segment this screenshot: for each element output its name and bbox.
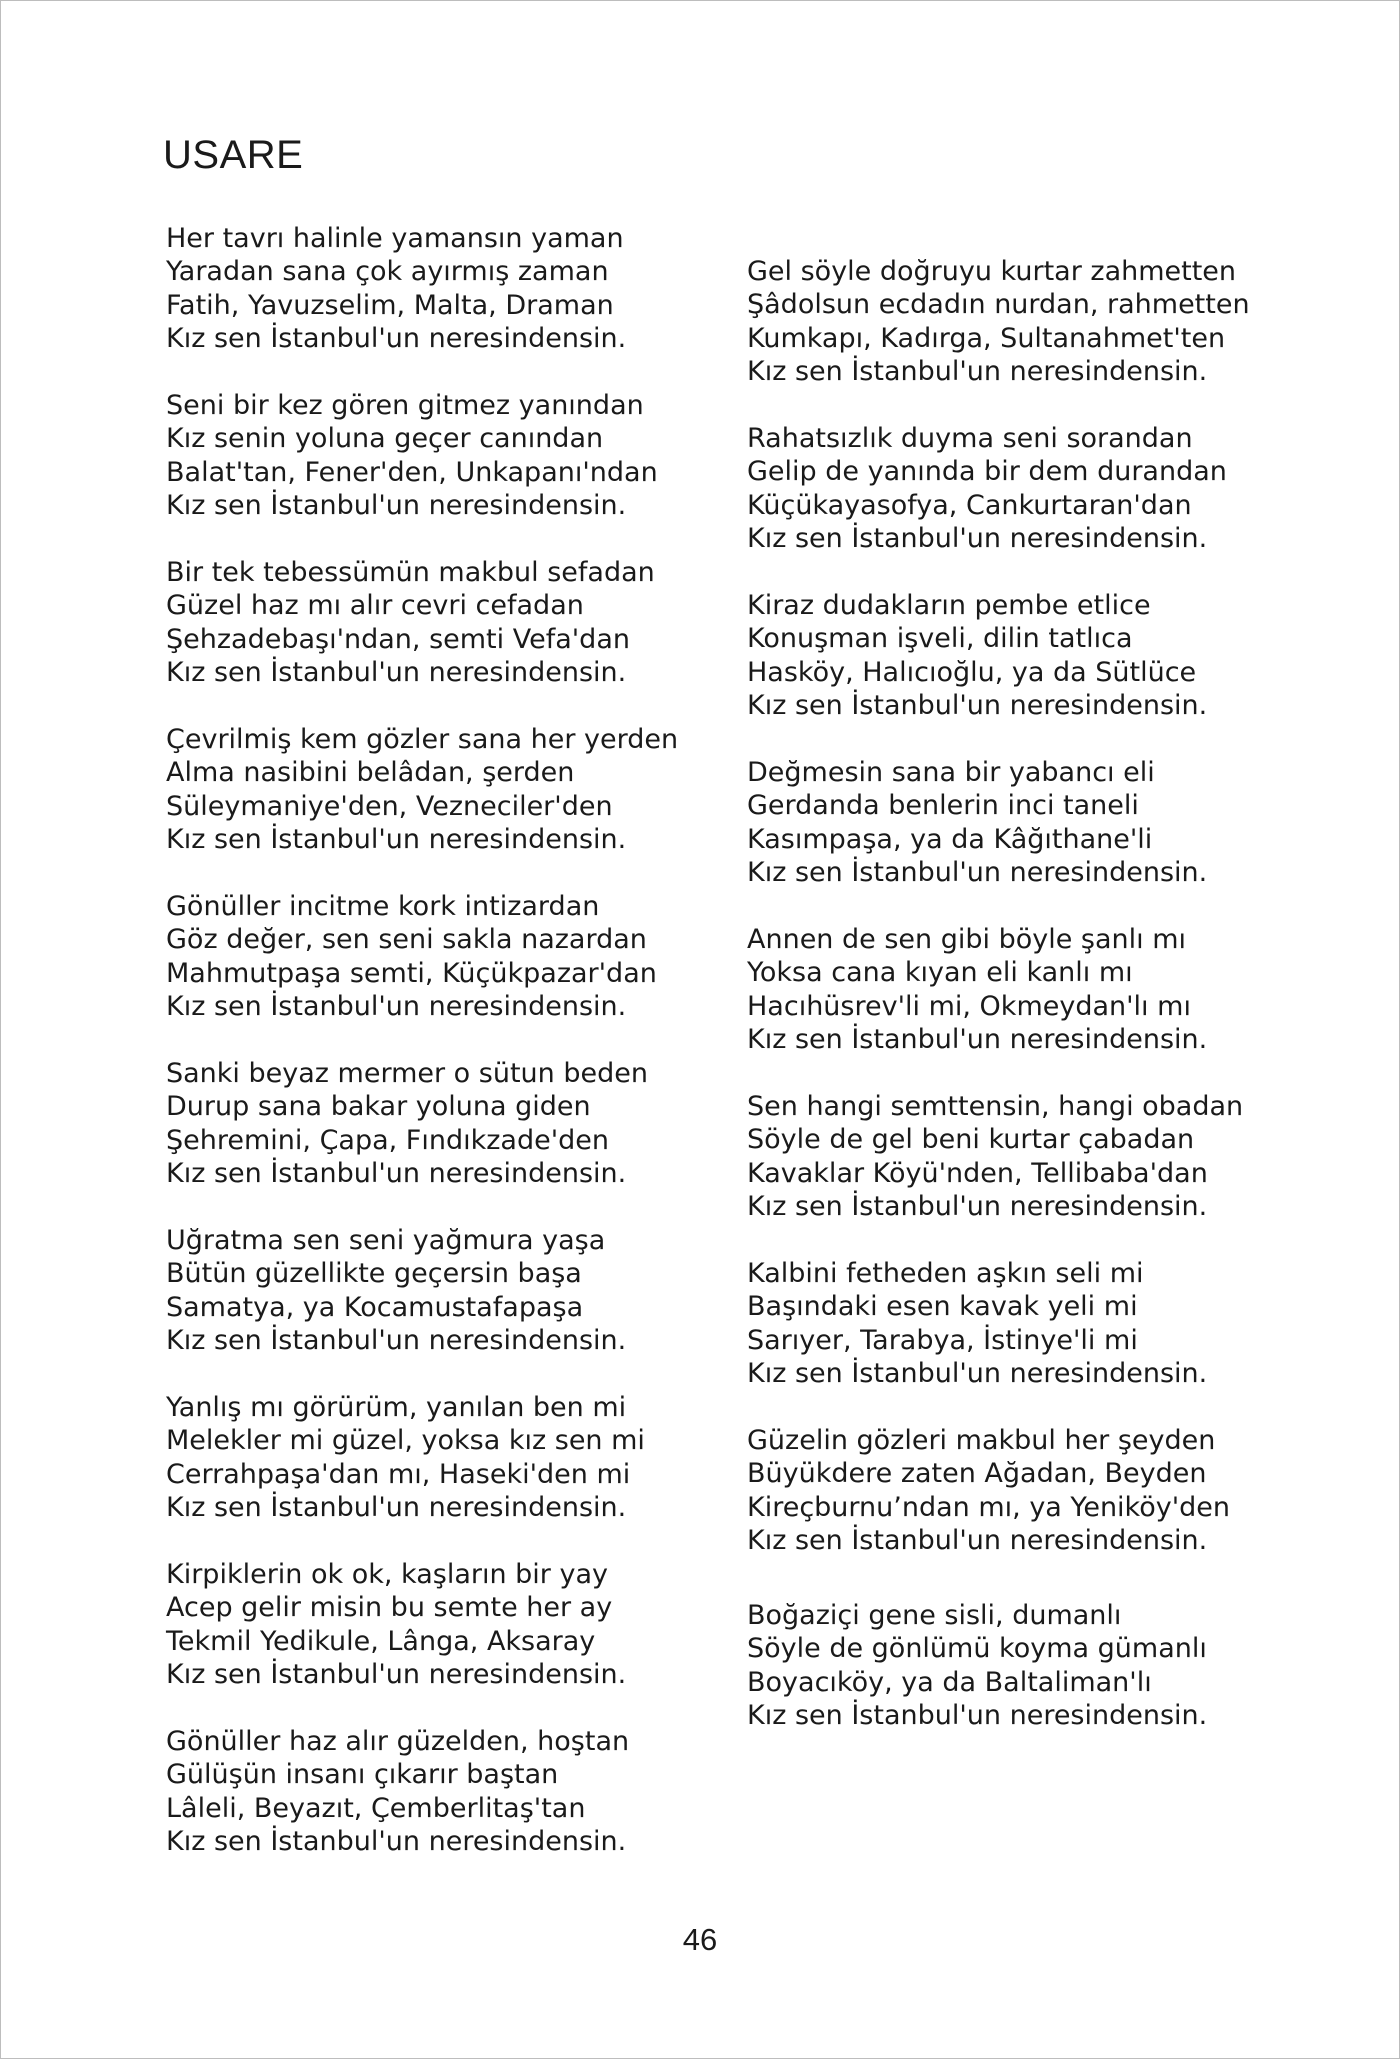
poem-line: Kız senin yoluna geçer canından <box>166 423 604 455</box>
poem-line: Şâdolsun ecdadın nurdan, rahmetten <box>747 289 1250 321</box>
poem-line: Yoksa cana kıyan eli kanlı mı <box>747 957 1133 989</box>
poem-line: Melekler mi güzel, yoksa kız sen mi <box>166 1425 645 1457</box>
poem-line: Kız sen İstanbul'un neresindensin. <box>747 1024 1208 1056</box>
poem-line: Kız sen İstanbul'un neresindensin. <box>747 857 1208 889</box>
poem-line: Kız sen İstanbul'un neresindensin. <box>747 1358 1208 1390</box>
poem-line: Uğratma sen seni yağmura yaşa <box>166 1225 606 1256</box>
poem-line: Kumkapı, Kadırga, Sultanahmet'ten <box>747 322 1226 354</box>
poem-stanza <box>747 1599 1307 1774</box>
poem-line: Balat'tan, Fener'den, Unkapanı'ndan <box>166 456 658 488</box>
poem-line: Kız sen İstanbul'un neresindensin. <box>166 1826 627 1858</box>
poem-line: Seni bir kez gören gitmez yanından <box>166 390 644 421</box>
poem-line: Kız sen İstanbul'un neresindensin. <box>166 991 627 1023</box>
poem-line: Yaradan sana çok ayırmış zaman <box>166 256 609 288</box>
poem-line: Hasköy, Halıcıoğlu, ya da Sütlüce <box>747 656 1197 688</box>
poem-line: Kız sen İstanbul'un neresindensin. <box>166 824 627 856</box>
poem-line: Kız sen İstanbul'un neresindensin. <box>747 1191 1208 1223</box>
poem-line: Şehzadebaşı'ndan, semti Vefa'dan <box>166 623 630 655</box>
poem-line: Lâleli, Beyazıt, Çemberlitaş'tan <box>166 1792 586 1824</box>
poem-stanza <box>166 1057 726 1224</box>
poem-line: Acep gelir misin bu semte her ay <box>166 1592 613 1624</box>
poem-line: Kız sen İstanbul'un neresindensin. <box>166 1325 627 1357</box>
poem-line: Kız sen İstanbul'un neresindensin. <box>747 523 1208 555</box>
poem-stanza <box>747 923 1307 1090</box>
poem-stanza <box>166 890 726 1057</box>
poem-stanza <box>166 1725 726 1892</box>
poem-line: Boyacıköy, ya da Baltaliman'lı <box>747 1666 1152 1698</box>
poem-line: Kız sen İstanbul'un neresindensin. <box>747 356 1208 388</box>
poem-line: Değmesin sana bir yabancı eli <box>747 757 1155 788</box>
poem-line: Boğaziçi gene sisli, dumanlı <box>747 1600 1122 1631</box>
poem-line: Süleymaniye'den, Vezneciler'den <box>166 790 613 822</box>
poem-line: Sanki beyaz mermer o sütun beden <box>166 1058 648 1089</box>
poem-line: Kalbini fetheden aşkın seli mi <box>747 1258 1144 1289</box>
poem-line: Büyükdere zaten Ağadan, Beyden <box>747 1458 1207 1490</box>
poem-line: Bütün güzellikte geçersin başa <box>166 1258 582 1290</box>
poem-line: Hacıhüsrev'li mi, Okmeydan'lı mı <box>747 990 1191 1022</box>
poem-line: Durup sana bakar yoluna giden <box>166 1091 591 1123</box>
poem-line: Kız sen İstanbul'un neresindensin. <box>747 690 1208 722</box>
poem-line: Kız sen İstanbul'un neresindensin. <box>166 490 627 522</box>
page-title: USARE <box>163 132 304 177</box>
poem-stanza <box>166 222 726 389</box>
poem-line: Her tavrı halinle yamansın yaman <box>166 223 624 254</box>
poem-line: Alma nasibini belâdan, şerden <box>166 757 575 789</box>
poem-line: Kavaklar Köyü'nden, Tellibaba'dan <box>747 1157 1208 1189</box>
poem-line: Başındaki esen kavak yeli mi <box>747 1291 1138 1323</box>
poem-line: Göz değer, sen seni sakla nazardan <box>166 924 647 956</box>
poem-line: Küçükayasofya, Cankurtaran'dan <box>747 489 1192 521</box>
poem-stanza <box>747 422 1307 589</box>
poem-line: Annen de sen gibi böyle şanlı mı <box>747 924 1187 955</box>
poem-stanza <box>166 1391 726 1558</box>
poem-line: Şehremini, Çapa, Fındıkzade'den <box>166 1124 609 1156</box>
poem-line: Yanlış mı görürüm, yanılan ben mi <box>166 1392 627 1423</box>
poem-line: Söyle de gel beni kurtar çabadan <box>747 1124 1195 1156</box>
poem-line: Kız sen İstanbul'un neresindensin. <box>747 1525 1208 1557</box>
poem-line: Çevrilmiş kem gözler sana her yerden <box>166 724 679 755</box>
poem-line: Rahatsızlık duyma seni sorandan <box>747 423 1193 454</box>
poem-stanza <box>166 389 726 556</box>
poem-line: Sarıyer, Tarabya, İstinye'li mi <box>747 1324 1138 1356</box>
poem-line: Samatya, ya Kocamustafapaşa <box>166 1291 584 1323</box>
poem-line: Kirpiklerin ok ok, kaşların bir yay <box>166 1559 608 1590</box>
poem-line: Kireçburnu’ndan mı, ya Yeniköy'den <box>747 1491 1231 1523</box>
page-number: 46 <box>682 1922 718 1957</box>
poem-left-column <box>166 222 726 1892</box>
poem-stanza <box>166 556 726 723</box>
poem-line: Fatih, Yavuzselim, Malta, Draman <box>166 289 614 321</box>
poem-line: Gönüller incitme kork intizardan <box>166 891 600 922</box>
poem-stanza <box>747 1257 1307 1424</box>
poem-stanza <box>166 1558 726 1725</box>
poem-line: Gel söyle doğruyu kurtar zahmetten <box>747 256 1237 287</box>
poem-line: Bir tek tebessümün makbul sefadan <box>166 557 655 588</box>
poem-stanza <box>747 1090 1307 1257</box>
poem-line: Kasımpaşa, ya da Kâğıthane'li <box>747 823 1153 855</box>
poem-stanza <box>747 589 1307 756</box>
poem-line: Sen hangi semttensin, hangi obadan <box>747 1091 1244 1122</box>
poem-line: Kız sen İstanbul'un neresindensin. <box>166 1659 627 1691</box>
poem-line: Gülüşün insanı çıkarır baştan <box>166 1759 559 1791</box>
poem-line: Tekmil Yedikule, Lânga, Aksaray <box>166 1625 596 1657</box>
poem-stanza <box>747 1424 1307 1599</box>
poem-line: Gerdanda benlerin inci taneli <box>747 790 1139 822</box>
poem-stanza <box>747 756 1307 923</box>
poem-line: Kız sen İstanbul'un neresindensin. <box>166 1492 627 1524</box>
poem-line: Kiraz dudakların pembe etlice <box>747 590 1151 621</box>
poem-line: Konuşman işveli, dilin tatlıca <box>747 623 1133 655</box>
poem-right-column <box>747 255 1307 1774</box>
poem-line: Kız sen İstanbul'un neresindensin. <box>166 657 627 689</box>
poem-line: Mahmutpaşa semti, Küçükpazar'dan <box>166 957 657 989</box>
poem-line: Kız sen İstanbul'un neresindensin. <box>747 1700 1208 1732</box>
poem-line: Güzelin gözleri makbul her şeyden <box>747 1425 1216 1456</box>
poem-line: Gönüller haz alır güzelden, hoştan <box>166 1726 630 1757</box>
poem-line: Gelip de yanında bir dem durandan <box>747 456 1227 488</box>
poem-stanza <box>166 1224 726 1391</box>
poem-stanza <box>166 723 726 890</box>
poem-line: Söyle de gönlümü koyma gümanlı <box>747 1633 1207 1665</box>
poem-line: Kız sen İstanbul'un neresindensin. <box>166 323 627 355</box>
poem-line: Kız sen İstanbul'un neresindensin. <box>166 1158 627 1190</box>
poem-stanza <box>747 255 1307 422</box>
poem-line: Güzel haz mı alır cevri cefadan <box>166 590 584 622</box>
poem-line: Cerrahpaşa'dan mı, Haseki'den mi <box>166 1458 631 1490</box>
